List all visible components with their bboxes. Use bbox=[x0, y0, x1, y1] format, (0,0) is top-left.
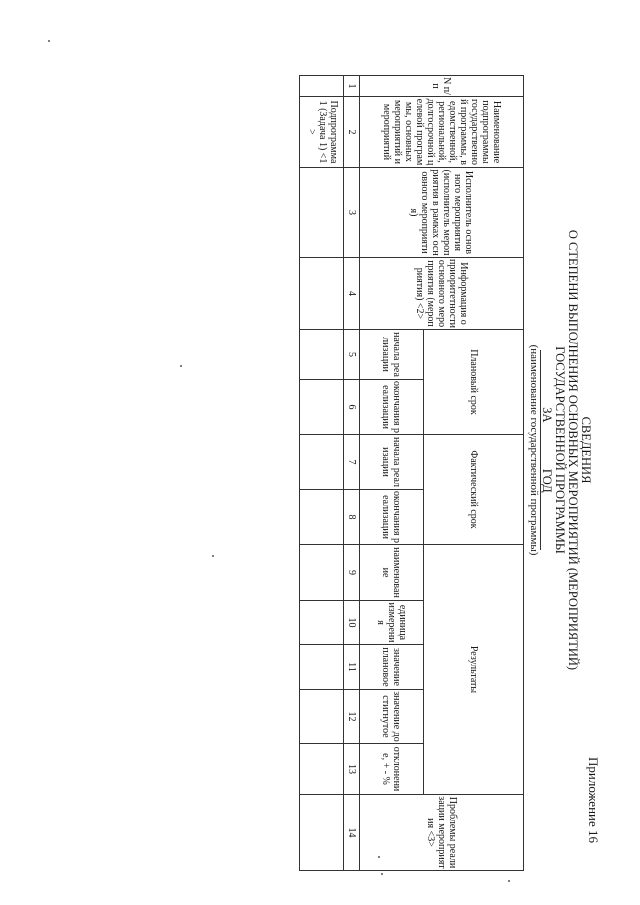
column-number: 14 bbox=[344, 795, 360, 871]
header-result-deviation: отклонение, + - % bbox=[360, 744, 424, 795]
year-prefix: ЗА bbox=[540, 407, 554, 423]
table-cell bbox=[300, 435, 344, 490]
scan-speck bbox=[381, 873, 383, 875]
header-actual-end: окончания реализации bbox=[360, 490, 424, 545]
header-executor: Исполнитель основного мероприятия (исполнитель мероприятия в рамках основного мероприятия) bbox=[360, 168, 524, 258]
title-year-line bbox=[540, 150, 553, 750]
scan-speck bbox=[508, 880, 510, 882]
header-actual-term: Фактический срок bbox=[424, 435, 524, 545]
scan-speck bbox=[48, 40, 50, 42]
header-number: N п/ п bbox=[360, 76, 524, 97]
header-result-unit: единица измерения bbox=[360, 601, 424, 645]
header-problems: Проблемы реализации мероприятия <3> bbox=[360, 795, 524, 871]
appendix-label: Приложение 16 bbox=[586, 756, 601, 844]
table-cell bbox=[300, 690, 344, 744]
header-result-planned: значение плановое bbox=[360, 645, 424, 690]
scan-speck bbox=[378, 856, 380, 858]
table-cell bbox=[300, 76, 344, 97]
table-cell bbox=[300, 490, 344, 545]
column-number: 8 bbox=[344, 490, 360, 545]
table-cell bbox=[300, 645, 344, 690]
header-results: Результаты bbox=[424, 545, 524, 795]
table-cell bbox=[300, 744, 344, 795]
column-number: 1 bbox=[344, 76, 360, 97]
header-planned-term: Плановый срок bbox=[424, 330, 524, 435]
title-line-2: О СТЕПЕНИ ВЫПОЛНЕНИЯ ОСНОВНЫХ МЕРОПРИЯТИЙ (МЕРОПРИЯТИЙ) bbox=[566, 229, 580, 671]
column-number: 2 bbox=[344, 97, 360, 168]
table-cell bbox=[300, 168, 344, 258]
title-line-3: ГОСУДАРСТВЕННОЙ ПРОГРАММЫ bbox=[553, 346, 567, 554]
program-name-line bbox=[540, 350, 541, 550]
table-cell bbox=[300, 795, 344, 871]
column-number: 13 bbox=[344, 744, 360, 795]
header-priority: Информация о приоритетности основного мероприятия (мероприятия) <2> bbox=[360, 258, 524, 330]
scan-speck bbox=[212, 555, 214, 557]
table-cell bbox=[300, 258, 344, 330]
year-suffix: ГОД bbox=[540, 468, 554, 493]
table-cell bbox=[300, 545, 344, 601]
header-name: Наименование подпрограммы государственной программы, ведомственной, региональной, долгосрочной целевой программы, основных мероприятий и мероприятий bbox=[360, 97, 524, 168]
subprogram-name: Подпрограмма 1 (Задача 1) <1> bbox=[300, 97, 344, 168]
column-number: 10 bbox=[344, 601, 360, 645]
column-number: 3 bbox=[344, 168, 360, 258]
program-name-caption: (наименование государственной программы) bbox=[528, 344, 540, 556]
header-planned-end: окончания реализации bbox=[360, 380, 424, 435]
column-number: 7 bbox=[344, 435, 360, 490]
measures-table bbox=[299, 75, 524, 871]
column-number: 6 bbox=[344, 380, 360, 435]
column-number: 11 bbox=[344, 645, 360, 690]
table-cell bbox=[300, 601, 344, 645]
header-actual-start: начала реализации bbox=[360, 435, 424, 490]
table-cell bbox=[300, 380, 344, 435]
header-result-achieved: значение достигнутое bbox=[360, 690, 424, 744]
column-number: 12 bbox=[344, 690, 360, 744]
title-line-1: СВЕДЕНИЯ bbox=[579, 416, 593, 484]
column-number: 5 bbox=[344, 330, 360, 380]
header-planned-start: начала реализации bbox=[360, 330, 424, 380]
scan-speck bbox=[180, 365, 182, 367]
table-cell bbox=[300, 330, 344, 380]
header-result-name: наименование bbox=[360, 545, 424, 601]
column-number: 4 bbox=[344, 258, 360, 330]
column-number: 9 bbox=[344, 545, 360, 601]
